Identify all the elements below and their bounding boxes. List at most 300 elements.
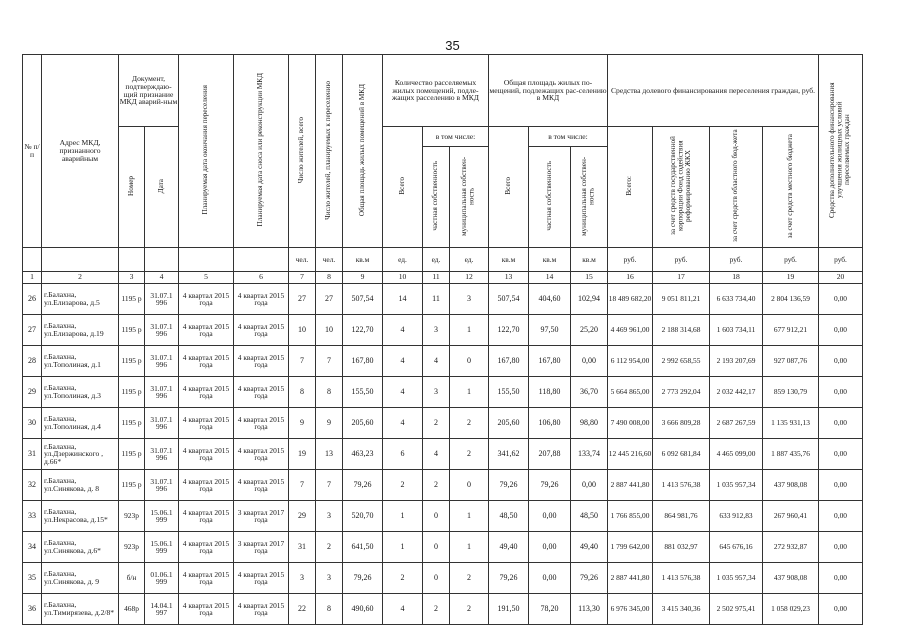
header-funding-regional [710,127,763,248]
table-cell: г.Балахна, ул.Тополиная, д.4 [42,407,119,438]
table-cell: 0,00 [819,469,863,500]
table-cell: 79,26 [489,562,529,593]
table-cell: 1 887 435,76 [763,438,819,469]
table-cell: 6 976 345,00 [608,593,653,624]
table-cell: 122,70 [489,314,529,345]
table-cell: г.Балахна, ул.Тополиная, д.1 [42,345,119,376]
table-cell: 4 [383,593,423,624]
table-cell: 6 092 681,84 [653,438,710,469]
table-cell: 641,50 [343,531,383,562]
table-row [23,283,863,314]
table-cell: 31.07.1 996 [145,345,179,376]
column-numbers-row [23,271,863,283]
table-cell: 31.07.1 996 [145,438,179,469]
table-cell: 4 [423,345,450,376]
table-cell: 13 [316,438,343,469]
unit-cell: кв.м [489,247,529,271]
table-cell: 8 [316,376,343,407]
table-cell: 927 087,76 [763,345,819,376]
table-cell: 122,70 [343,314,383,345]
table-cell: 1 [383,500,423,531]
table-row [23,314,863,345]
header-rooms-total-text: Всего [397,177,406,195]
header-planned-resettlement-end-text: Планируемая дата окончания переселения [201,85,210,215]
column-number-cell: 10 [383,271,423,283]
table-cell: 205,60 [343,407,383,438]
header-rooms-municipal [450,147,489,248]
column-number-cell: 17 [653,271,710,283]
page-number: 35 [445,38,460,53]
table-cell: 7 [316,345,343,376]
unit-cell: руб. [819,247,863,271]
table-row [23,531,863,562]
header-funding-local-text: за счет средств местного бюджета [785,133,794,239]
table-cell: 106,80 [529,407,571,438]
table-cell: 133,74 [571,438,608,469]
table-cell: 1 [450,314,489,345]
column-number-cell: 20 [819,271,863,283]
header-funding-regional-text: за счет средств областного бюд-жета [731,129,740,243]
table-cell: 167,80 [343,345,383,376]
table-cell: 6 633 734,40 [710,283,763,314]
table-cell: 2 193 207,69 [710,345,763,376]
table-cell: 2 [450,407,489,438]
table-cell: г.Балахна, ул.Синякова, д. 9 [42,562,119,593]
table-cell: 520,70 [343,500,383,531]
column-number-cell: 15 [571,271,608,283]
unit-cell: ед. [383,247,423,271]
header-rooms-total [383,127,423,248]
table-cell: 677 912,21 [763,314,819,345]
table-cell: 4 [383,314,423,345]
table-row [23,469,863,500]
table-cell: 27 [289,283,316,314]
header-planned-demolition [234,55,289,248]
table-cell: 2 [450,562,489,593]
table-cell: 633 912,83 [710,500,763,531]
table-cell: 28 [23,345,42,376]
column-number-cell: 8 [316,271,343,283]
unit-cell: чел. [289,247,316,271]
table-cell: 507,54 [489,283,529,314]
table-cell: 9 051 811,21 [653,283,710,314]
table-cell: 4 465 099,00 [710,438,763,469]
table-cell: 4 квартал 2015 года [179,438,234,469]
column-number-cell: 9 [343,271,383,283]
unit-cell: чел. [316,247,343,271]
table-cell: 4 квартал 2015 года [234,407,289,438]
table-cell: 6 112 954,00 [608,345,653,376]
table-cell: 10 [289,314,316,345]
table-cell: 341,62 [489,438,529,469]
table-cell: 2 [423,593,450,624]
table-cell: 1195 р [119,438,145,469]
column-number-cell: 2 [42,271,119,283]
table-cell: 4 квартал 2015 года [234,314,289,345]
table-cell: б/н [119,562,145,593]
table-cell: 0,00 [819,345,863,376]
unit-cell: руб. [763,247,819,271]
table-cell: 191,50 [489,593,529,624]
table-cell: 923р [119,531,145,562]
table-cell: 4 квартал 2015 года [179,469,234,500]
table-cell: 1 035 957,34 [710,562,763,593]
table-cell: 155,50 [343,376,383,407]
table-cell: 49,40 [489,531,529,562]
table-cell: 0 [450,345,489,376]
table-cell: 1 413 576,38 [653,469,710,500]
table-cell: 31.07.1 996 [145,407,179,438]
table-cell: 29 [289,500,316,531]
header-planned-resettlement-end [179,55,234,248]
table-cell: 0,00 [529,500,571,531]
table-cell: 97,50 [529,314,571,345]
table-cell: 1 [383,531,423,562]
unit-cell: кв.м [571,247,608,271]
header-area-total [489,127,529,248]
table-cell: 31.07.1 996 [145,314,179,345]
table-cell: 859 130,79 [763,376,819,407]
table-cell: 4 квартал 2015 года [234,562,289,593]
header-total-area [343,55,383,248]
table-body [23,283,863,624]
table-cell: 79,26 [343,469,383,500]
table-cell: 0,00 [819,500,863,531]
table-cell: 2 804 136,59 [763,283,819,314]
table-cell: 7 [316,469,343,500]
table-cell: 26 [23,283,42,314]
table-cell: 4 квартал 2015 года [179,531,234,562]
unit-cell [119,247,145,271]
table-row [23,376,863,407]
table-cell: 79,26 [571,562,608,593]
header-additional-funding-text: Средства дополнительного финансирования улучшения жилищных условий переселяемых граждан [828,82,852,218]
table-cell: 48,50 [571,500,608,531]
unit-cell [23,247,42,271]
table-cell: 11 [423,283,450,314]
header-doc-date [145,127,179,248]
header-residents-total-text: Число жителей, всего [297,116,306,184]
table-cell: 1195 р [119,376,145,407]
table-cell: 19 [289,438,316,469]
table-cell: 1195 р [119,345,145,376]
table-cell: 2 687 267,59 [710,407,763,438]
table-cell: 31.07.1 996 [145,376,179,407]
table-cell: 4 квартал 2015 года [234,345,289,376]
header-doc-number-text: Номер [126,176,135,196]
column-number-cell: 16 [608,271,653,283]
header-address: Адрес МКД, признанного аварийным [42,55,119,248]
table-cell: 3 [450,283,489,314]
table-cell: 9 [289,407,316,438]
table-cell: 437 908,08 [763,469,819,500]
table-cell: 4 квартал 2015 года [179,562,234,593]
table-cell: 864 981,76 [653,500,710,531]
table-cell: 4 квартал 2015 года [234,593,289,624]
table-cell: 2 [450,438,489,469]
table-cell: 490,60 [343,593,383,624]
table-cell: 32 [23,469,42,500]
column-number-cell: 3 [119,271,145,283]
table-cell: 5 664 865,00 [608,376,653,407]
unit-cell: руб. [710,247,763,271]
table-cell: 2 773 292,04 [653,376,710,407]
table-cell: 14.04.1 997 [145,593,179,624]
table-cell: г.Балахна, ул.Елизарова, д.5 [42,283,119,314]
table-cell: 118,80 [529,376,571,407]
header-document-group: Документ, подтверждаю-щий признание МКД аварий-ным [119,55,179,127]
table-cell: 205,60 [489,407,529,438]
table-cell: 2 [450,593,489,624]
table-row [23,438,863,469]
header-doc-number [119,127,145,248]
table-cell: 33 [23,500,42,531]
header-rooms-group: Количество расселяемых жилых помещений, подле-жащих расселению в МКД [383,55,489,127]
table-cell: 507,54 [343,283,383,314]
table-cell: 3 [316,562,343,593]
table-cell: 0,00 [819,314,863,345]
header-area-municipal [571,147,608,248]
table-cell: 0 [423,500,450,531]
table-row [23,407,863,438]
header-area-group: Общая площадь жилых по-мещений, подлежащих рас-селению в МКД [489,55,608,127]
table-cell: 1 058 029,23 [763,593,819,624]
table-cell: 4 квартал 2015 года [234,376,289,407]
header-planned-demolition-text: Планируемая дата сноса или реконструкции МКД [256,73,265,227]
header-row-number: № п/ п [23,55,42,248]
table-cell: 4 [383,345,423,376]
table-cell: 36 [23,593,42,624]
table-cell: 3 квартал 2017 года [234,531,289,562]
table-cell: 1195 р [119,283,145,314]
table-cell: 0,00 [571,345,608,376]
table-cell: 2 992 658,55 [653,345,710,376]
table-cell: 4 квартал 2015 года [179,500,234,531]
table-cell: 31 [23,438,42,469]
table-cell: 923р [119,500,145,531]
column-number-cell: 4 [145,271,179,283]
column-number-cell: 12 [450,271,489,283]
table-cell: 468р [119,593,145,624]
units-row [23,247,863,271]
table-cell: 4 квартал 2015 года [234,469,289,500]
header-area-private [529,147,571,248]
header-total-area-text: Общая площадь жилых помещений в МКД [357,83,366,217]
table-cell: 1195 р [119,407,145,438]
table-cell: 79,26 [489,469,529,500]
table-cell: 18 489 682,20 [608,283,653,314]
table-cell: 267 960,41 [763,500,819,531]
column-number-cell: 5 [179,271,234,283]
table-cell: 15.06.1 999 [145,500,179,531]
unit-cell: кв.м [529,247,571,271]
table-cell: 1 799 642,00 [608,531,653,562]
table-cell: 0 [423,562,450,593]
table-cell: 22 [289,593,316,624]
table-cell: 167,80 [529,345,571,376]
table-cell: 2 [316,531,343,562]
unit-cell [179,247,234,271]
table-cell: 4 469 961,00 [608,314,653,345]
table-cell: 167,80 [489,345,529,376]
unit-cell: ед. [450,247,489,271]
table-cell: 1 603 734,11 [710,314,763,345]
header-funding-fund-text: за счет средств государственной корпорации Фонд содействия реформированию ЖКХ [668,136,692,236]
resettlement-table-sheet [22,54,863,625]
table-cell: 8 [289,376,316,407]
table-cell: 3 [316,500,343,531]
header-funding-total [608,127,653,248]
table-cell: 1 766 855,00 [608,500,653,531]
unit-cell: руб. [653,247,710,271]
table-cell: 0,00 [819,593,863,624]
header-residents-total [289,55,316,248]
table-cell: 3 [289,562,316,593]
table-cell: 4 квартал 2015 года [234,438,289,469]
table-cell: 27 [23,314,42,345]
table-cell: г.Балахна, ул.Некрасова, д.15* [42,500,119,531]
column-number-cell: 14 [529,271,571,283]
header-area-total-text: Всего [503,177,512,195]
table-cell: 7 490 008,00 [608,407,653,438]
table-cell: 437 908,08 [763,562,819,593]
table-cell: 30 [23,407,42,438]
column-number-cell: 7 [289,271,316,283]
table-cell: 0,00 [819,562,863,593]
unit-cell: кв.м [343,247,383,271]
header-area-municipal-text: муниципальная собствен-ность [580,156,596,236]
table-cell: 1 [450,500,489,531]
table-cell: 4 квартал 2015 года [179,593,234,624]
table-cell: 1195 р [119,314,145,345]
column-number-cell: 11 [423,271,450,283]
header-rooms-in-that: в том числе: [423,127,489,147]
table-cell: г.Балахна, ул.Синякова, д. 8 [42,469,119,500]
header-residents-to-resettle-text: Число жителей, планируемых к переселению [324,80,333,220]
table-cell: 49,40 [571,531,608,562]
table-cell: 10 [316,314,343,345]
table-row [23,593,863,624]
table-cell: 1 135 931,13 [763,407,819,438]
table-cell: 4 квартал 2015 года [234,283,289,314]
table-cell: 34 [23,531,42,562]
header-doc-date-text: Дата [156,178,165,194]
table-cell: 14 [383,283,423,314]
table-cell: 31 [289,531,316,562]
table-cell: 155,50 [489,376,529,407]
table-cell: 25,20 [571,314,608,345]
column-number-cell: 6 [234,271,289,283]
header-funding-fund [653,127,710,248]
table-cell: 4 [383,376,423,407]
unit-cell [42,247,119,271]
table-cell: 463,23 [343,438,383,469]
header-rooms-municipal-text: муниципальная собствен-ность [460,156,476,236]
table-cell: 2 [423,469,450,500]
header-residents-to-resettle [316,55,343,248]
column-number-cell: 19 [763,271,819,283]
header-area-in-that: в том числе: [529,127,608,147]
table-cell: 1195 р [119,469,145,500]
table-cell: 79,26 [343,562,383,593]
table-cell: 0,00 [819,407,863,438]
resettlement-table [22,54,863,625]
table-cell: 7 [289,345,316,376]
table-cell: 4 квартал 2015 года [179,407,234,438]
unit-cell: ед. [423,247,450,271]
table-cell: 0 [423,531,450,562]
table-cell: 0 [450,469,489,500]
table-cell: 2 502 975,41 [710,593,763,624]
table-cell: 1 413 576,38 [653,562,710,593]
table-cell: 4 [383,407,423,438]
column-number-cell: 1 [23,271,42,283]
table-cell: 2 887 441,80 [608,469,653,500]
table-cell: 0,00 [529,531,571,562]
table-cell: 645 676,16 [710,531,763,562]
table-cell: 3 [423,314,450,345]
table-cell: 79,26 [529,469,571,500]
table-row [23,562,863,593]
table-cell: 1 [450,376,489,407]
table-cell: 29 [23,376,42,407]
table-row [23,345,863,376]
table-cell: 0,00 [819,438,863,469]
table-cell: 31.07.1 996 [145,283,179,314]
table-cell: 15.06.1 999 [145,531,179,562]
column-number-cell: 13 [489,271,529,283]
table-cell: 48,50 [489,500,529,531]
header-area-private-text: частная собственность [544,161,553,231]
table-cell: 1 [450,531,489,562]
table-cell: 27 [316,283,343,314]
table-cell: г.Балахна, ул.Елизарова, д.19 [42,314,119,345]
table-cell: г.Балахна, ул.Синякова, д.6* [42,531,119,562]
table-cell: 4 квартал 2015 года [179,314,234,345]
table-cell: 272 932,87 [763,531,819,562]
table-cell: 0,00 [819,283,863,314]
table-cell: 2 [423,407,450,438]
table-cell: 0,00 [529,562,571,593]
table-cell: 98,80 [571,407,608,438]
table-cell: 4 квартал 2015 года [179,283,234,314]
table-cell: 3 666 809,28 [653,407,710,438]
table-cell: г.Балахна, ул.Дзержинского , д.66* [42,438,119,469]
table-cell: 2 188 314,68 [653,314,710,345]
unit-cell [234,247,289,271]
header-rooms-private-text: частная собственность [431,161,440,231]
table-cell: 12 445 216,60 [608,438,653,469]
table-cell: 3 415 340,36 [653,593,710,624]
table-cell: 102,94 [571,283,608,314]
table-cell: 4 [423,438,450,469]
table-cell: 6 [383,438,423,469]
header-funding-local [763,127,819,248]
table-cell: 404,60 [529,283,571,314]
table-cell: 0,00 [571,469,608,500]
table-cell: 2 [383,469,423,500]
table-row [23,500,863,531]
table-cell: 7 [289,469,316,500]
table-cell: 36,70 [571,376,608,407]
table-cell: 3 [423,376,450,407]
table-cell: 9 [316,407,343,438]
table-cell: 31.07.1 996 [145,469,179,500]
column-number-cell: 18 [710,271,763,283]
table-cell: 113,30 [571,593,608,624]
table-cell: 01.06.1 999 [145,562,179,593]
header-rooms-private [423,147,450,248]
